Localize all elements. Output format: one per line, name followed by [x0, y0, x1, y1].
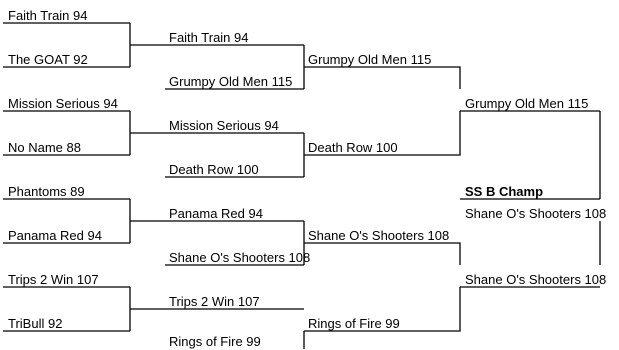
r1-team-7: Trips 2 Win 107 [8, 272, 99, 287]
bracket-title: SS B Champ [465, 184, 544, 199]
r2-team-7: Trips 2 Win 107 [169, 294, 260, 309]
r4-team-2: Shane O's Shooters 108 [465, 272, 607, 287]
r1-team-3: Mission Serious 94 [8, 96, 118, 111]
r2-team-8: Rings of Fire 99 [169, 334, 261, 349]
r1-team-4: No Name 88 [8, 140, 81, 155]
r3-line-1 [304, 67, 460, 89]
r2-team-6: Shane O's Shooters 108 [169, 250, 311, 265]
r1-team-6: Panama Red 94 [8, 228, 102, 243]
r1-team-8: TriBull 92 [8, 316, 63, 331]
r2-team-2: Grumpy Old Men 115 [169, 74, 293, 89]
r1-team-5: Phantoms 89 [8, 184, 85, 199]
r1-team-2: The GOAT 92 [8, 52, 88, 67]
r3-team-1: Grumpy Old Men 115 [308, 52, 432, 67]
r3-team-2: Death Row 100 [308, 140, 398, 155]
champion-team: Shane O's Shooters 108 [465, 206, 607, 221]
r2-team-3: Mission Serious 94 [169, 118, 279, 133]
r3-team-3: Shane O's Shooters 108 [308, 228, 450, 243]
r1-team-1: Faith Train 94 [8, 8, 88, 23]
r4-team-1: Grumpy Old Men 115 [465, 96, 589, 111]
r2-team-4: Death Row 100 [169, 162, 259, 177]
r3-line-3 [304, 243, 460, 265]
r3-team-4: Rings of Fire 99 [308, 316, 400, 331]
r2-team-1: Faith Train 94 [169, 30, 249, 45]
r2-team-5: Panama Red 94 [169, 206, 263, 221]
